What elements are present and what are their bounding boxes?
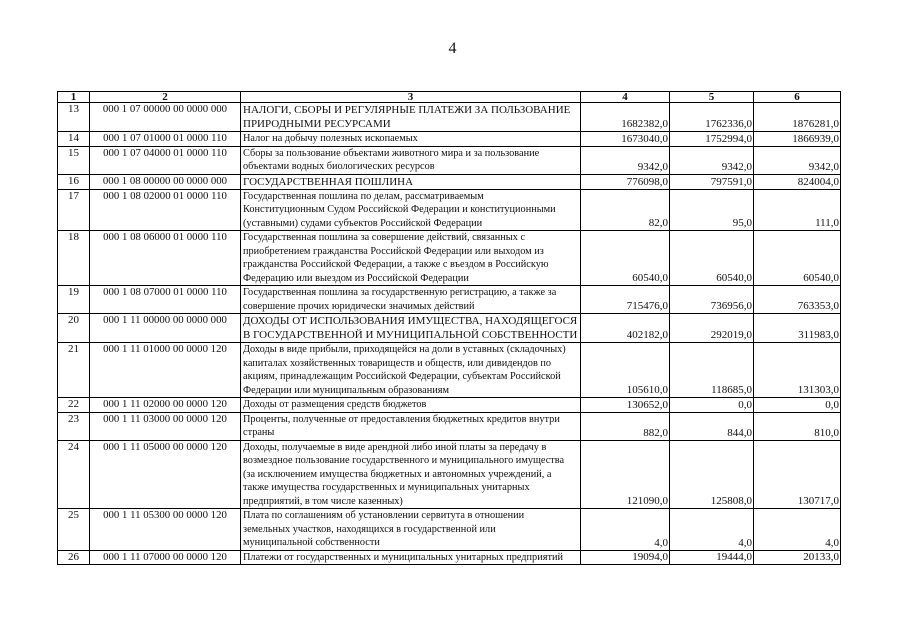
- description-line: (уставными) судами субъектов Российской Федерации: [243, 217, 483, 229]
- description-line: возмездное пользование государственного и муниципального имущества: [243, 455, 565, 466]
- row-description: [241, 509, 581, 551]
- description-line: также имущества государственных и муниципальных унитарных: [243, 482, 530, 493]
- budget-code: 000 1 08 02000 01 0000 110: [90, 189, 241, 231]
- row-number: 18: [58, 231, 90, 286]
- value-cell: 95,0: [670, 189, 754, 231]
- description-line: Доходы в виде прибыли, приходящейся на доли в уставных (складочных): [243, 344, 566, 355]
- description-line: Платежи от государственных и муниципальных унитарных предприятий: [243, 551, 563, 563]
- table-header: [58, 92, 841, 103]
- row-number: 21: [58, 343, 90, 398]
- description-line: Проценты, полученные от предоставления бюджетных кредитов внутри: [243, 413, 560, 425]
- header-cell: 6: [754, 92, 841, 103]
- description-line: Государственная пошлина по делам, рассматриваемым: [243, 190, 484, 202]
- value-cell: 0,0: [754, 398, 841, 413]
- revenue-table: [57, 91, 841, 565]
- value-cell: 118685,0: [670, 343, 754, 398]
- description-line: Государственная пошлина за совершение действий, связанных с: [243, 232, 526, 243]
- row-description: [241, 132, 581, 147]
- row-description: [241, 314, 581, 343]
- value-cell: 402182,0: [581, 314, 670, 343]
- value-cell: 311983,0: [754, 314, 841, 343]
- description-line: приобретением гражданства Российской Федерации или выходом из: [243, 245, 544, 257]
- value-cell: 4,0: [581, 509, 670, 551]
- row-number: 22: [58, 398, 90, 413]
- value-cell: 60540,0: [670, 231, 754, 286]
- row-description: [241, 174, 581, 189]
- description-line: муниципальной собственности: [243, 537, 380, 548]
- value-cell: 844,0: [670, 412, 754, 440]
- page-number: 4: [448, 40, 457, 57]
- value-cell: 125808,0: [670, 440, 754, 509]
- value-cell: 9342,0: [670, 146, 754, 174]
- value-cell: 1682382,0: [581, 103, 670, 132]
- budget-code: 000 1 08 06000 01 0000 110: [90, 231, 241, 286]
- value-cell: 797591,0: [670, 174, 754, 189]
- row-description: [241, 146, 581, 174]
- table-header-row: [58, 92, 841, 103]
- table-row: [58, 509, 841, 551]
- table-row: [58, 343, 841, 398]
- row-number: 20: [58, 314, 90, 343]
- description-line: предприятий, в том числе казенных): [243, 495, 403, 507]
- value-cell: 1762336,0: [670, 103, 754, 132]
- table-row: [58, 314, 841, 343]
- description-line: ПРИРОДНЫМИ РЕСУРСАМИ: [243, 118, 391, 130]
- description-line: акциям, принадлежащим Российской Федерации, субъектам Российской: [243, 371, 561, 382]
- row-description: [241, 189, 581, 231]
- table-row: [58, 550, 841, 565]
- table-row: [58, 132, 841, 147]
- value-cell: 60540,0: [754, 231, 841, 286]
- budget-code: 000 1 07 01000 01 0000 110: [90, 132, 241, 147]
- value-cell: 130652,0: [581, 398, 670, 413]
- value-cell: 4,0: [754, 509, 841, 551]
- value-cell: 9342,0: [581, 146, 670, 174]
- table-row: [58, 398, 841, 413]
- table-row: [58, 146, 841, 174]
- value-cell: 810,0: [754, 412, 841, 440]
- budget-code: 000 1 11 05300 00 0000 120: [90, 509, 241, 551]
- value-cell: 4,0: [670, 509, 754, 551]
- value-cell: 60540,0: [581, 231, 670, 286]
- header-cell: 4: [581, 92, 670, 103]
- value-cell: 121090,0: [581, 440, 670, 509]
- value-cell: 0,0: [670, 398, 754, 413]
- row-number: 25: [58, 509, 90, 551]
- table-row: [58, 286, 841, 314]
- row-description: [241, 286, 581, 314]
- value-cell: 130717,0: [754, 440, 841, 509]
- table-row: [58, 103, 841, 132]
- value-cell: 131303,0: [754, 343, 841, 398]
- row-description: [241, 412, 581, 440]
- value-cell: 292019,0: [670, 314, 754, 343]
- description-line: гражданства Российской Федерации, а также с въездом в Российскую: [243, 259, 549, 270]
- header-cell: 3: [241, 92, 581, 103]
- value-cell: 1866939,0: [754, 132, 841, 147]
- table-row: [58, 440, 841, 509]
- description-line: ГОСУДАРСТВЕННАЯ ПОШЛИНА: [243, 175, 414, 188]
- row-number: 24: [58, 440, 90, 509]
- header-cell: 2: [90, 92, 241, 103]
- value-cell: 111,0: [754, 189, 841, 231]
- header-cell: 1: [58, 92, 90, 103]
- row-description: [241, 103, 581, 132]
- description-line: Доходы, получаемые в виде арендной либо иной платы за передачу в: [243, 441, 547, 453]
- description-line: (за исключением имущества бюджетных и автономных учреждений, а: [243, 468, 552, 480]
- budget-code: 000 1 08 00000 00 0000 000: [90, 174, 241, 189]
- value-cell: 1673040,0: [581, 132, 670, 147]
- row-number: 16: [58, 174, 90, 189]
- row-number: 19: [58, 286, 90, 314]
- row-description: [241, 343, 581, 398]
- budget-code: 000 1 07 00000 00 0000 000: [90, 103, 241, 132]
- description-line: страны: [243, 427, 275, 438]
- budget-code: 000 1 11 00000 00 0000 000: [90, 314, 241, 343]
- budget-code: 000 1 08 07000 01 0000 110: [90, 286, 241, 314]
- header-cell: 5: [670, 92, 754, 103]
- table-row: [58, 412, 841, 440]
- value-cell: 20133,0: [754, 550, 841, 565]
- description-line: ДОХОДЫ ОТ ИСПОЛЬЗОВАНИЯ ИМУЩЕСТВА, НАХОДЯЩЕГОСЯ: [243, 315, 578, 327]
- value-cell: 105610,0: [581, 343, 670, 398]
- row-description: [241, 231, 581, 286]
- budget-code: 000 1 07 04000 01 0000 110: [90, 146, 241, 174]
- budget-code: 000 1 11 03000 00 0000 120: [90, 412, 241, 440]
- table-body: [58, 103, 841, 565]
- description-line: совершение прочих юридически значимых действий: [243, 300, 475, 312]
- description-line: НАЛОГИ, СБОРЫ И РЕГУЛЯРНЫЕ ПЛАТЕЖИ ЗА ПОЛЬЗОВАНИЕ: [243, 104, 571, 116]
- description-line: Сборы за пользование объектами животного мира и за пользование: [243, 147, 540, 159]
- row-description: [241, 550, 581, 565]
- description-line: Налог на добычу полезных ископаемых: [243, 133, 418, 144]
- budget-code: 000 1 11 05000 00 0000 120: [90, 440, 241, 509]
- row-description: [241, 440, 581, 509]
- description-line: земельных участков, находящихся в государственной или: [243, 523, 496, 535]
- row-description: [241, 398, 581, 413]
- value-cell: 824004,0: [754, 174, 841, 189]
- description-line: Федерации или муниципальным образованиям: [243, 384, 449, 396]
- description-line: Конституционным Судом Российской Федерации и конституционными: [243, 204, 556, 215]
- table-row: [58, 174, 841, 189]
- value-cell: 9342,0: [754, 146, 841, 174]
- row-number: 14: [58, 132, 90, 147]
- value-cell: 82,0: [581, 189, 670, 231]
- value-cell: 19094,0: [581, 550, 670, 565]
- table-row: [58, 231, 841, 286]
- budget-code: 000 1 11 07000 00 0000 120: [90, 550, 241, 565]
- description-line: капиталах хозяйственных товариществ и обществ, или дивидендов по: [243, 357, 552, 369]
- row-number: 15: [58, 146, 90, 174]
- value-cell: 1752994,0: [670, 132, 754, 147]
- budget-code: 000 1 11 01000 00 0000 120: [90, 343, 241, 398]
- value-cell: 776098,0: [581, 174, 670, 189]
- value-cell: 763353,0: [754, 286, 841, 314]
- value-cell: 715476,0: [581, 286, 670, 314]
- row-number: 17: [58, 189, 90, 231]
- description-line: Федерацию или выездом из Российской Федерации: [243, 272, 469, 284]
- budget-code: 000 1 11 02000 00 0000 120: [90, 398, 241, 413]
- description-line: В ГОСУДАРСТВЕННОЙ И МУНИЦИПАЛЬНОЙ СОБСТВЕННОСТИ: [243, 329, 578, 341]
- description-line: Плата по соглашениям об установлении сервитута в отношении: [243, 510, 525, 521]
- description-line: объектами водных биологических ресурсов: [243, 161, 435, 172]
- value-cell: 882,0: [581, 412, 670, 440]
- row-number: 26: [58, 550, 90, 565]
- value-cell: 736956,0: [670, 286, 754, 314]
- table-row: [58, 189, 841, 231]
- value-cell: 1876281,0: [754, 103, 841, 132]
- description-line: Государственная пошлина за государственную регистрацию, а также за: [243, 287, 557, 298]
- row-number: 13: [58, 103, 90, 132]
- value-cell: 19444,0: [670, 550, 754, 565]
- row-number: 23: [58, 412, 90, 440]
- description-line: Доходы от размещения средств бюджетов: [243, 399, 427, 410]
